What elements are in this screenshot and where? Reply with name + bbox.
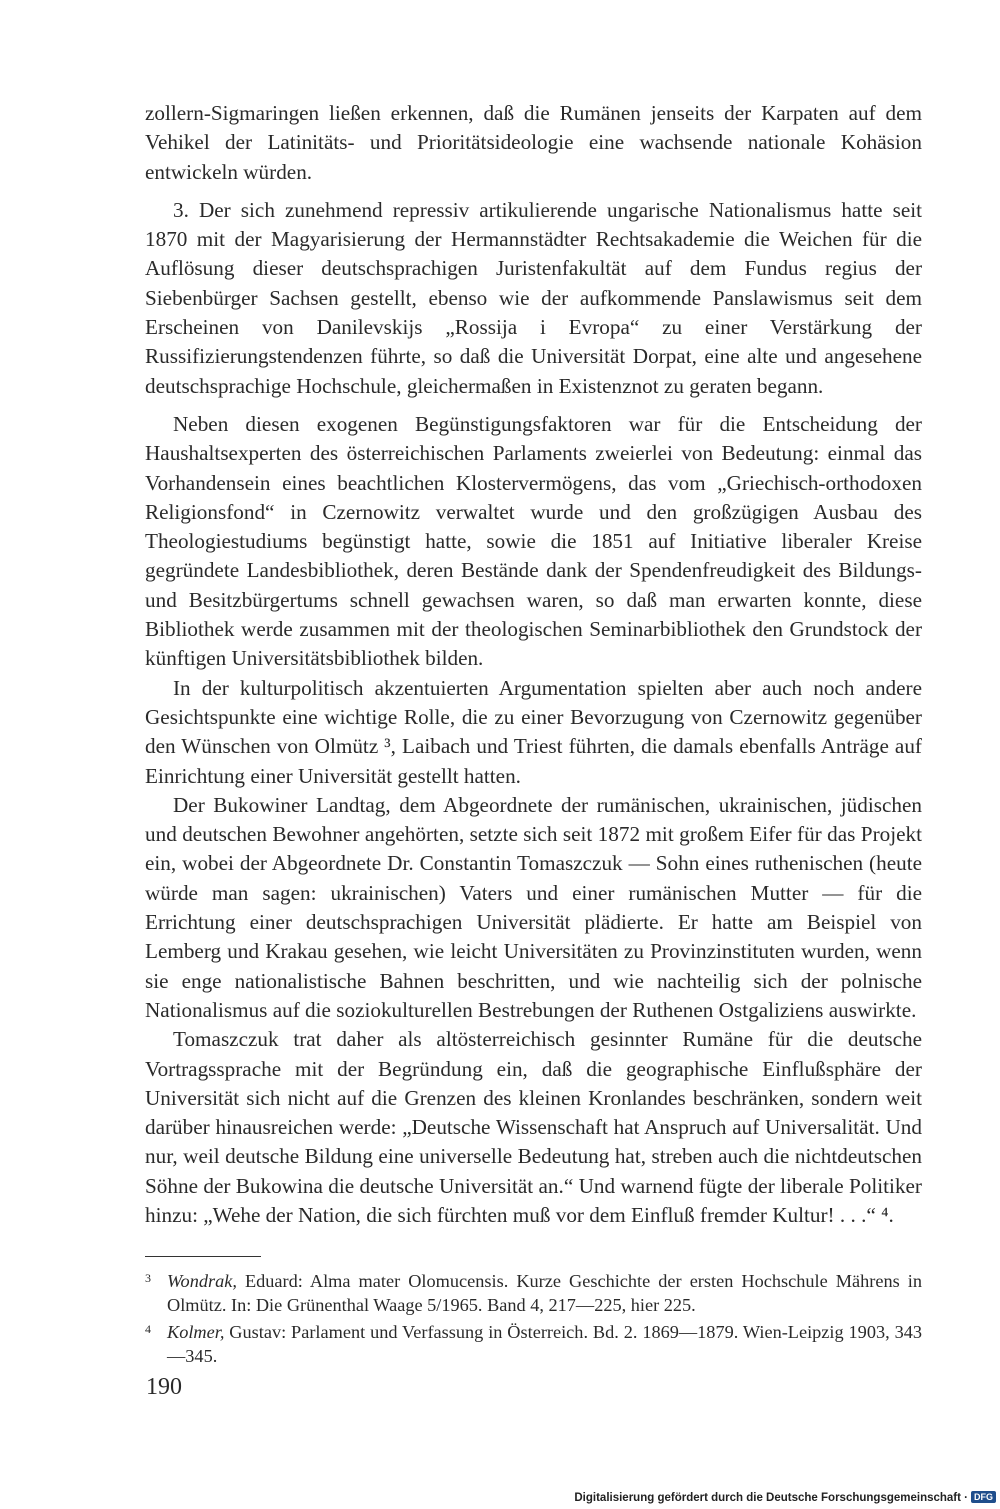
credit-text: Digitalisierung gefördert durch die Deutsche Forschungsgemeinschaft · xyxy=(574,1492,968,1504)
footnote-author: Kolmer, xyxy=(167,1322,225,1342)
paragraph: In der kulturpolitisch akzentuierten Argumentation spielten aber auch noch andere Gesichtspunkte eine wichtige Rolle, die zu einer Bevorzugung von Czernowitz gegenüber den Wünschen von Olmütz ³, Laibach und Triest führten, die damals ebenfalls Anträge auf Einrichtung einer Universität gestellt hatten. xyxy=(145,675,922,788)
footnote-mark: 4 xyxy=(145,1322,151,1336)
paragraph: Neben diesen exogenen Begünstigungsfaktoren war für die Entscheidung der Haushaltsexperten des österreichischen Parlaments zweierlei von Bedeutung: einmal das Vorhandensein eines beachtlichen Klostervermögens, das vom „Griechisch-orthodoxen Religionsfond“ in Czernowitz verwaltet wurde und den großzügigen Ausbau des Theologiestudiums begünstigt hatte, sowie die 1851 auf Initiative liberaler Kreise gegründete Landesbibliothek, deren Bestände dank der Spendenfreudigkeit des Bildungs- und Besitzbürgertums schnell gewachsen waren, so daß man erwarten konnte, diese Bibliothek werde zusammen mit der theologischen Seminarbibliothek den Grundstock der künftigen Universitätsbibliothek bilden. xyxy=(145,411,922,671)
footnote-text: Gustav: Parlament und Verfassung in Österreich. Bd. 2. 1869—1879. Wien-Leipzig 1903, 343—345. xyxy=(167,1322,922,1366)
body-text xyxy=(145,99,922,1230)
paragraph: 3. Der sich zunehmend repressiv artikulierende ungarische Nationalismus hatte seit 1870 mit der Magyarisierung der Hermannstädter Rechtsakademie die Weichen für die Auflösung dieser deutschsprachigen Juristenfakultät auf dem Fundus regius der Siebenbürger Sachsen gestellt, ebenso wie der aufkommende Panslawismus seit dem Erscheinen von Danilevskijs „Rossija i Evropa“ zu einer Verstärkung der Russifizierungstendenzen führte, so daß die Universität Dorpat, eine alte und angesehene deutschsprachige Hochschule, gleichermaßen in Existenznot zu geraten begann. xyxy=(145,197,922,398)
footnote-text: Eduard: Alma mater Olomucensis. Kurze Geschichte der ersten Hochschule Mährens in Olmütz. In: Die Grünenthal Waage 5/1965. Band 4, 217—225, hier 225. xyxy=(167,1271,922,1315)
digitization-credit xyxy=(574,1491,996,1504)
dfg-logo: DFG xyxy=(971,1491,996,1503)
paragraph: Der Bukowiner Landtag, dem Abgeordnete der rumänischen, ukrainischen, jüdischen und deutschen Bewohner angehörten, setzte sich seit 1872 mit großem Eifer für das Projekt ein, wobei der Abgeordnete Dr. Constantin Tomaszczuk — Sohn eines ruthenischen (heute würde man sagen: ukrainischen) Vaters und einer rumänischen Mutter — für die Errichtung einer deutschsprachigen Universität plädierte. Er hatte am Beispiel von Lemberg und Krakau gesehen, wie leicht Universitäten zu Provinzinstituten wurden, wenn sie enge nationalistische Bahnen beschritten, und wie nachteilig sich der polnische Nationalismus auf die soziokulturellen Bestrebungen der Ruthenen Ostgaliziens auswirkte. xyxy=(145,792,922,1022)
footnote xyxy=(145,1266,922,1317)
paragraph: Tomaszczuk trat daher als altösterreichisch gesinnter Rumäne für die deutsche Vortragssprache mit der Begründung ein, daß die geographische Einflußsphäre der Universität sich nicht auf die Grenzen des kleinen Kronlandes beschränken, sondern weit darüber hinausreichen werde: „Deutsche Wissenschaft hat Anspruch auf Universalität. Und nur, weil deutsche Bildung eine universelle Bedeutung hat, streben auch die nichtdeutschen Söhne der Bukowina die deutsche Universität an.“ Und warnend fügte der liberale Politiker hinzu: „Wehe der Nation, die sich fürchten muß vor dem Einfluß fremder Kultur! . . .“ ⁴. xyxy=(145,1027,922,1227)
footnote-author: Wondrak, xyxy=(167,1271,237,1291)
footnote xyxy=(145,1317,922,1368)
paragraph: zollern-Sigmaringen ließen erkennen, daß die Rumänen jenseits der Karpaten auf dem Vehikel der Latinitäts- und Prioritätsideologie eine wachsende nationale Kohäsion entwickeln würden. xyxy=(145,101,922,184)
footnotes xyxy=(145,1266,922,1368)
footnote-mark: 3 xyxy=(145,1271,151,1285)
footnote-divider xyxy=(145,1256,261,1257)
page-number: 190 xyxy=(146,1374,182,1400)
